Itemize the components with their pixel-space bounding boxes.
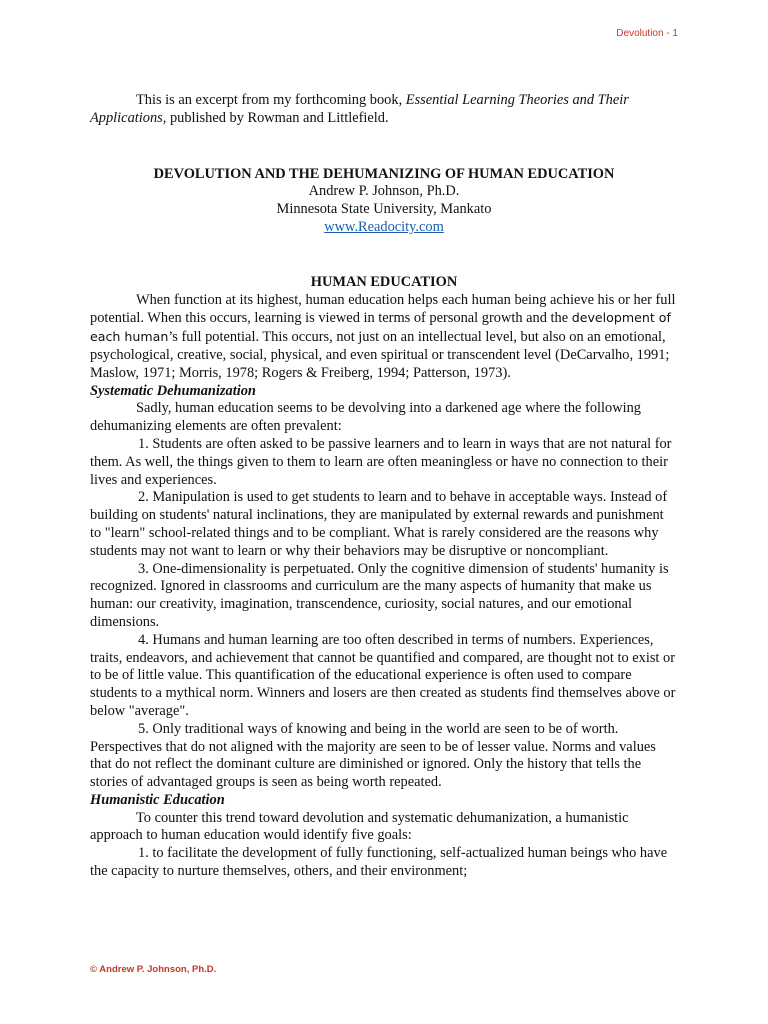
list-item: 2. Manipulation is used to get students to learn and to behave in acceptable ways. Instead of building on students' natural inclinations, they are manipulated by external rewards and punishment to "learn" school-related things and to be compliant. What is rarely considered are the reasons why students may not want to learn or why their behaviors may be disruptive or noncompliant. [90,489,668,559]
page-header-label: Devolution - 1 [616,28,678,39]
author-name: Andrew P. Johnson, Ph.D. [308,183,460,200]
list-item: 1. Students are often asked to be passive learners and to learn in ways that are not natural for them. As well, the things given to them to learn are often meaningless or have no connection to their lives and experiences. [90,435,672,488]
footer-copyright: © Andrew P. Johnson, Ph.D. [90,964,217,975]
book-title: Essential Learning Theories and Their Applications [90,92,629,126]
subheading-humanistic-education: Humanistic Education [90,791,225,808]
author-affiliation: Minnesota State University, Mankato [276,201,492,218]
human-education-sans-phrase: development of each human [90,310,671,345]
human-education-text-2: ’s full potential. This occurs, not just on an intellectual level, but also on an emotional, psychological, creative, social, physical, and even spiritual or transcendent level (DeCarvalho, 1991; Maslow, 1971; Morris, 1978; Rogers & Freiberg, 1994; Patterson, 1973). [90,329,670,381]
list-item: 3. One-dimensionality is perpetuated. Only the cognitive dimension of students' humanity is recognized. Ignored in classrooms and curriculum are the many aspects of humanity that make us human: our creativity, imagination, transcendence, curiosity, social natures, and our emotional dimensions. [90,560,669,630]
human-education-text-1: When function at its highest, human education helps each human being achieve his or her full potential. When this occurs, learning is viewed in terms of personal growth and the [90,291,676,327]
systematic-intro-paragraph: Sadly, human education seems to be devolving into a darkened age where the following dehumanizing elements are often prevalent: [90,400,641,435]
intro-text-after: , published by Rowman and Littlefield. [162,109,389,126]
section-heading-human-education: HUMAN EDUCATION [310,273,458,290]
document-body [90,92,678,881]
subheading-systematic-dehumanization: Systematic Dehumanization [90,382,256,399]
human-education-paragraph [90,292,678,383]
intro-paragraph [90,92,678,128]
humanistic-intro-paragraph: To counter this trend toward devolution and systematic dehumanization, a humanistic approach to human education would identify five goals: [90,809,629,844]
website-line [90,219,678,237]
document-title: DEVOLUTION AND THE DEHUMANIZING OF HUMAN EDUCATION [153,165,615,182]
website-link[interactable]: www.Readocity.com [324,218,444,235]
intro-text-before: This is an excerpt from my forthcoming book, [136,92,406,108]
list-item: 5. Only traditional ways of knowing and being in the world are seen to be of worth. Perspectives that do not aligned with the majority are seen to be of lesser value. Norms and values that do not reflect the dominant culture are diminished or ignored. Only the history that tells the stories of advantaged groups is seen as being worth repeated. [90,720,656,791]
goal-item: 1. to facilitate the development of fully functioning, self-actualized human beings who have the capacity to nurture themselves, others, and their environment; [90,845,668,880]
list-item: 4. Humans and human learning are too often described in terms of numbers. Experiences, traits, endeavors, and achievement that cannot be quantified and compared, are thought not to exist or to be of little value. This quantification of the educational experience is often used to compare students to a mythical norm. Winners and losers are then created as students find themselves above or below "average". [90,631,676,719]
